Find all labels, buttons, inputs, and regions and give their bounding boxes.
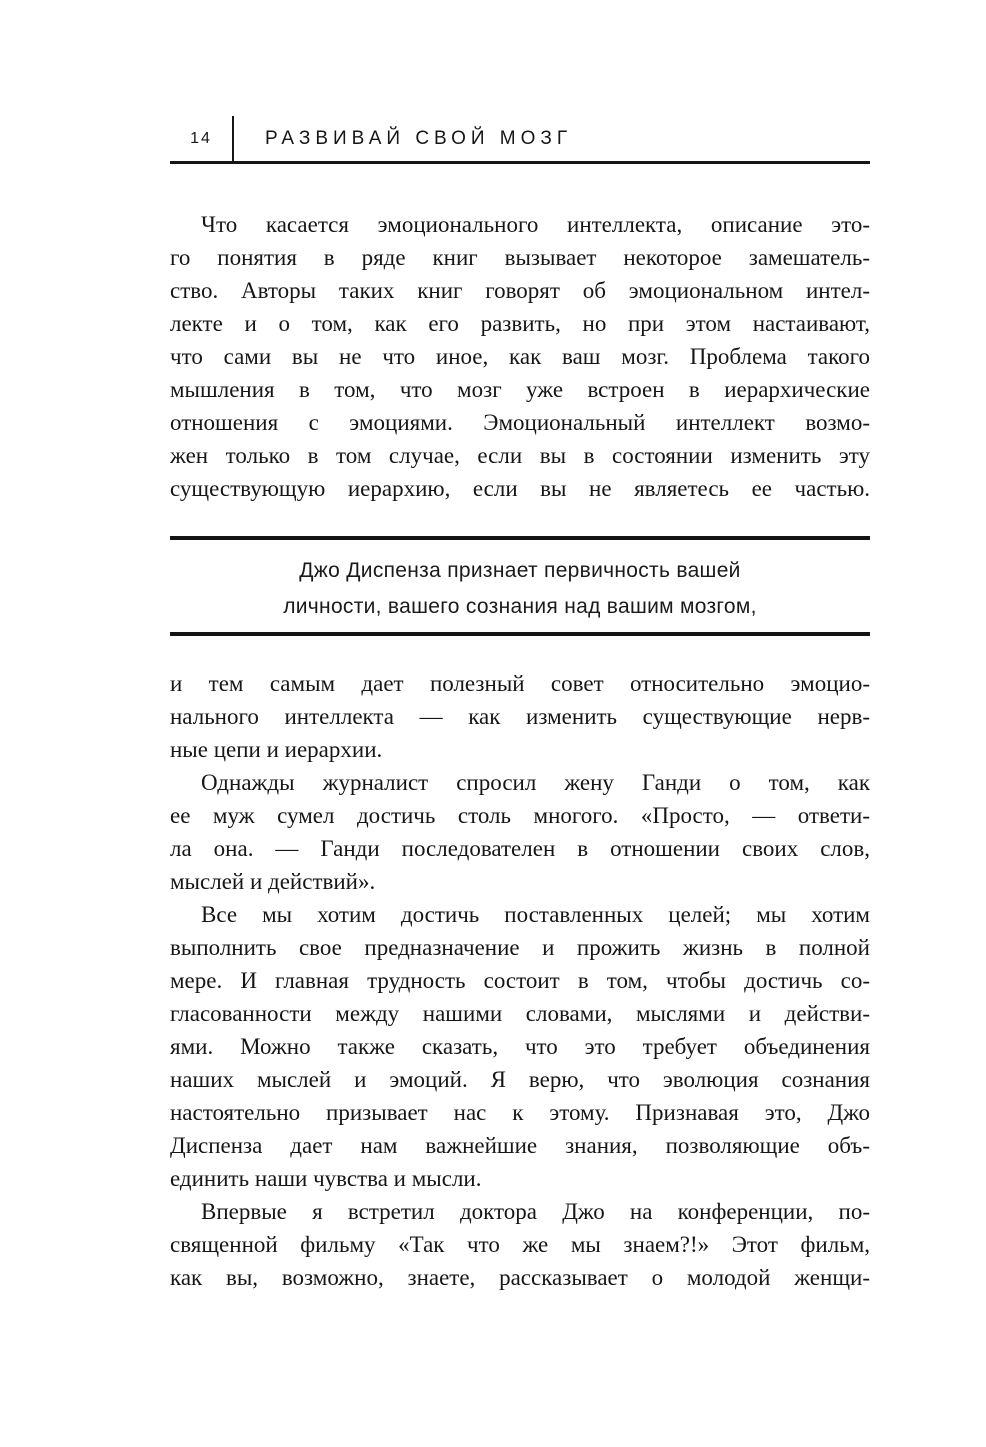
text-line: Диспенза дает нам важнейшие знания, позволяющие объ- (170, 1133, 870, 1158)
text-line: существующую иерархию, если вы не являетесь ее частью. (170, 476, 870, 501)
text-line: ные цепи и иерархии. (170, 737, 383, 762)
text-line: гласованности между нашими словами, мыслями и действи- (170, 1001, 870, 1026)
text-line: Что касается эмоционального интеллекта, описание это- (201, 212, 870, 237)
text-line: лекте и о том, как его развить, но при этом настаивают, (170, 311, 870, 336)
text-line: Однажды журналист спросил жену Ганди о том, как (201, 770, 870, 795)
text-line: ство. Авторы таких книг говорят об эмоциональном интел- (170, 278, 870, 303)
text-line: священной фильму «Так что же мы знаем?!» Этот фильм, (170, 1232, 870, 1257)
text-line: выполнить свое предназначение и прожить жизнь в полной (170, 935, 870, 960)
page-header (170, 116, 870, 161)
text-line: ями. Можно также сказать, что это требует объединения (170, 1034, 870, 1059)
page-body (170, 208, 870, 1294)
text-line: мышления в том, что мозг уже встроен в иерархические (170, 377, 870, 402)
text-line: наших мыслей и эмоций. Я верю, что эволюция сознания (170, 1067, 870, 1092)
text-line: настоятельно призывает нас к этому. Признавая это, Джо (170, 1100, 870, 1125)
pull-quote-line: личности, вашего сознания над вашим мозгом, (283, 595, 757, 618)
header-rule (170, 161, 870, 164)
text-line: отношения с эмоциями. Эмоциональный интеллект возмо- (170, 410, 870, 435)
text-line: единить наши чувства и мысли. (170, 1166, 482, 1191)
text-line: Впервые я встретил доктора Джо на конференции, по- (201, 1199, 870, 1224)
text-line: как вы, возможно, знаете, рассказывает о молодой женщи- (170, 1265, 870, 1290)
page-number: 14 (190, 129, 212, 147)
paragraph (170, 898, 870, 1195)
text-line: Все мы хотим достичь поставленных целей; мы хотим (201, 902, 870, 927)
running-title: РАЗВИВАЙ СВОЙ МОЗГ (265, 127, 573, 149)
text-line: го понятия в ряде книг вызывает некоторое замешатель- (170, 245, 870, 270)
header-divider (232, 116, 234, 161)
paragraph (170, 766, 870, 898)
pull-quote-line: Джо Диспенза признает первичность вашей (299, 559, 741, 582)
pull-quote (170, 536, 870, 636)
text-line: жен только в том случае, если вы в состоянии изменить эту (170, 443, 870, 468)
text-line: мере. И главная трудность состоит в том, чтобы достичь со- (170, 968, 870, 993)
text-line: и тем самым дает полезный совет относительно эмоцио- (170, 671, 870, 696)
paragraph (170, 208, 870, 505)
paragraph (170, 667, 870, 766)
text-line: ла она. — Ганди последователен в отношении своих слов, (170, 836, 870, 861)
text-line: что сами вы не что иное, как ваш мозг. Проблема такого (170, 344, 870, 369)
paragraph (170, 1195, 870, 1294)
text-line: ее муж сумел достичь столь многого. «Просто, — ответи- (170, 803, 870, 828)
text-line: мыслей и действий». (170, 869, 376, 894)
text-line: нального интеллекта — как изменить существующие нерв- (170, 704, 870, 729)
